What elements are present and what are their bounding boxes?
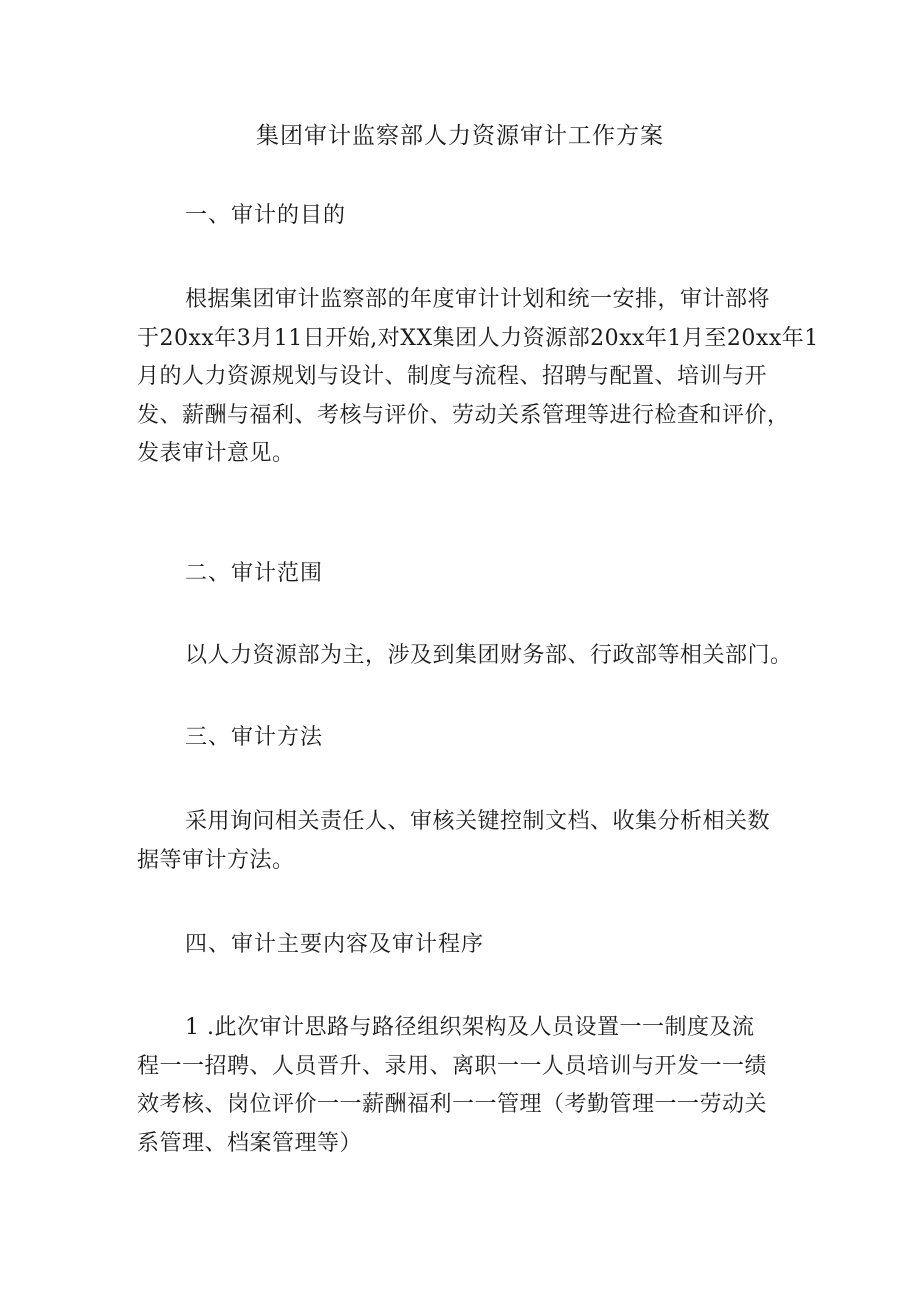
section-body-method [137, 803, 797, 880]
paragraph-line: 效考核、岗位评价一一薪酬福利一一管理（考勤管理一一劳动关 [137, 1092, 768, 1118]
paragraph-line: 于20xx年3月11日开始,对XX集团人力资源部20xx年1月至20xx年1 [137, 325, 819, 351]
paragraph-line: 以人力资源部为主，涉及到集团财务部、行政部等相关部门。 [185, 643, 793, 668]
section-body-scope [137, 637, 797, 676]
paragraph-line: 1 .此次审计思路与路径组织架构及人员设置一一制度及流 [185, 1015, 755, 1040]
paragraph-line: 月的人力资源规划与设计、制度与流程、招聘与配置、培训与开 [137, 364, 768, 390]
section-body-content [137, 1009, 797, 1163]
paragraph-line: 据等审计方法。 [137, 847, 295, 873]
section-body-purpose [137, 281, 819, 474]
paragraph-line: 系管理、档案管理等） [137, 1130, 363, 1156]
paragraph-line: 采用询问相关责任人、审核关键控制文档、收集分析相关数 [185, 809, 771, 834]
section-heading-content: 四、审计主要内容及审计程序 [185, 932, 485, 957]
paragraph-line: 程一一招聘、人员晋升、录用、离职一一人员培训与开发一一绩 [137, 1053, 768, 1079]
section-heading-scope: 二、审计范围 [185, 561, 324, 586]
paragraph-line: 发表审计意见。 [137, 441, 295, 467]
document-title: 集团审计监察部人力资源审计工作方案 [256, 123, 664, 149]
paragraph-line: 发、薪酬与福利、考核与评价、劳动关系管理等进行检查和评价， [137, 402, 790, 428]
section-heading-method: 三、审计方法 [185, 725, 324, 750]
section-heading-purpose: 一、审计的目的 [185, 203, 347, 228]
paragraph-line: 根据集团审计监察部的年度审计计划和统一安排，审计部将 [185, 287, 771, 312]
